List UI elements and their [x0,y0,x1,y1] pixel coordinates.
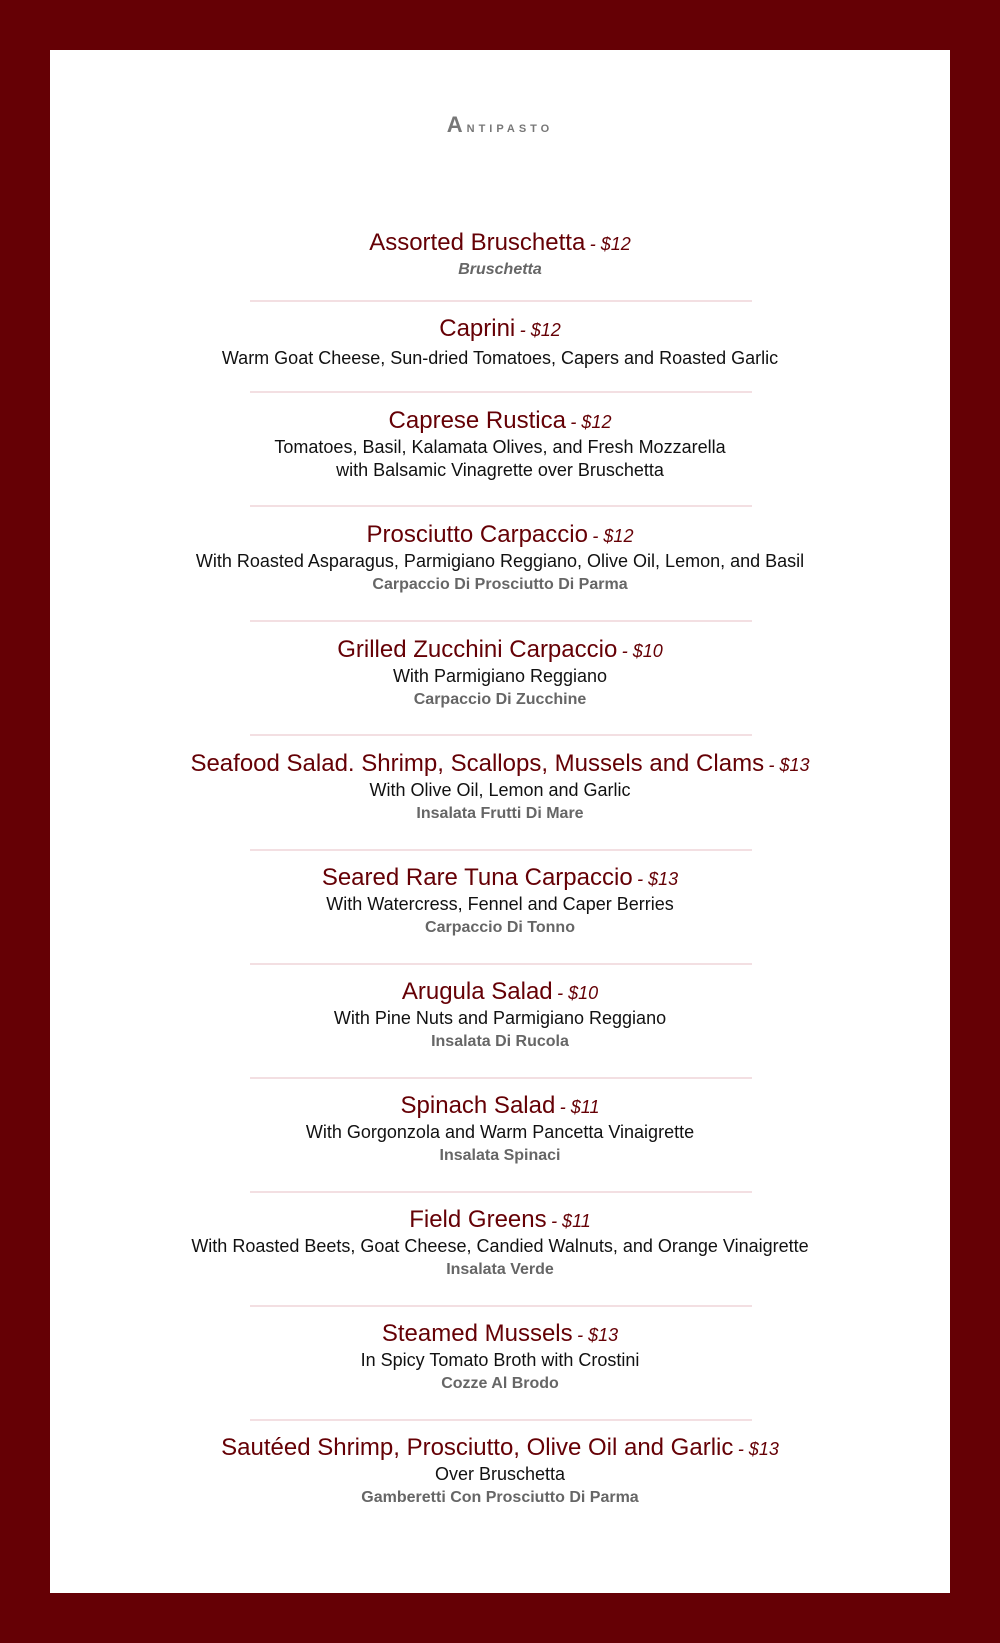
menu-item [50,635,950,712]
item-description: With Roasted Asparagus, Parmigiano Reggiano, Olive Oil, Lemon, and Basil [195,551,805,571]
menu-item [50,314,950,370]
item-description: In Spicy Tomato Broth with Crostini [360,1350,640,1370]
item-description-line2: with Balsamic Vinagrette over Bruschetta [336,460,664,480]
item-name: Field Greens [409,1206,547,1233]
item-price: - $12 [570,412,612,432]
item-description: With Parmigiano Reggiano [392,666,608,686]
item-description: With Olive Oil, Lemon and Garlic [369,780,631,800]
menu-sheet [50,50,950,1593]
item-italian-name: Carpaccio Di Prosciutto Di Parma [372,576,628,593]
menu-item-header [50,1433,950,1463]
item-italian-name: Cozze Al Brodo [441,1375,559,1392]
menu-item-header [50,228,950,258]
divider [250,391,752,393]
menu-item-header [50,863,950,893]
item-price: - $11 [551,1211,591,1231]
item-description: Tomatoes, Basil, Kalamata Olives, and Fresh Mozzarella [274,437,726,457]
item-price: - $12 [519,320,561,340]
item-price: - $13 [577,1325,619,1345]
item-price: - $13 [737,1439,779,1459]
item-name: Grilled Zucchini Carpaccio [337,636,618,663]
item-description: Warm Goat Cheese, Sun-dried Tomatoes, Capers and Roasted Garlic [221,348,779,368]
menu-item [50,228,950,282]
item-italian-name: Insalata Di Rucola [431,1033,569,1050]
item-description: Over Bruschetta [434,1464,566,1484]
menu-item [50,863,950,940]
divider [250,505,752,507]
item-name: Arugula Salad [401,978,553,1005]
menu-item-header [50,406,950,436]
menu-item-header [50,1091,950,1121]
item-italian-name: Carpaccio Di Tonno [425,919,575,936]
item-name: Sautéed Shrimp, Prosciutto, Olive Oil and Garlic [221,1434,734,1461]
item-italian-name: Insalata Frutti Di Mare [416,805,584,822]
item-name: Assorted Bruschetta [369,229,586,256]
menu-item-header [50,977,950,1007]
item-italian-name: Gamberetti Con Prosciutto Di Parma [361,1489,639,1506]
item-italian-name: Carpaccio Di Zucchine [413,691,587,708]
menu-item-header [50,314,950,344]
divider [250,849,752,851]
divider [250,620,752,622]
divider [250,1419,752,1421]
item-price: - $13 [768,755,810,775]
menu-item [50,1205,950,1282]
item-description: With Pine Nuts and Parmigiano Reggiano [333,1008,667,1028]
item-price: - $12 [592,526,634,546]
menu-item-header [50,520,950,550]
item-price: - $12 [589,234,631,254]
item-description: With Roasted Beets, Goat Cheese, Candied Walnuts, and Orange Vinaigrette [191,1236,809,1256]
menu-item [50,977,950,1054]
item-name: Seafood Salad. Shrimp, Scallops, Mussels and Clams [190,750,765,777]
menu-item [50,406,950,482]
divider [250,734,752,736]
item-italian-name: Insalata Verde [446,1261,554,1278]
menu-item [50,1433,950,1510]
item-name: Caprese Rustica [388,407,566,434]
item-italian-name: Bruschetta [458,261,542,278]
item-price: - $10 [557,983,599,1003]
menu-item [50,1319,950,1396]
divider [250,1305,752,1307]
menu-item [50,749,950,826]
item-italian-name: Insalata Spinaci [439,1147,561,1164]
item-description: With Gorgonzola and Warm Pancetta Vinaigrette [305,1122,695,1142]
item-price: - $11 [559,1097,600,1117]
menu-item [50,1091,950,1168]
item-name: Seared Rare Tuna Carpaccio [321,864,633,891]
divider [250,300,752,302]
item-name: Steamed Mussels [381,1320,573,1347]
item-name: Prosciutto Carpaccio [366,521,588,548]
item-name: Spinach Salad [400,1092,556,1119]
menu-item-header [50,1319,950,1349]
divider [250,1077,752,1079]
menu-item-header [50,635,950,665]
item-description: With Watercress, Fennel and Caper Berries [326,894,674,914]
divider [250,1191,752,1193]
item-name: Caprini [439,315,516,342]
menu-item-header [50,749,950,779]
item-price: - $13 [637,869,679,889]
section-title: Antipasto [446,112,554,137]
item-price: - $10 [621,641,663,661]
menu-item-header [50,1205,950,1235]
divider [250,963,752,965]
menu-item [50,520,950,597]
